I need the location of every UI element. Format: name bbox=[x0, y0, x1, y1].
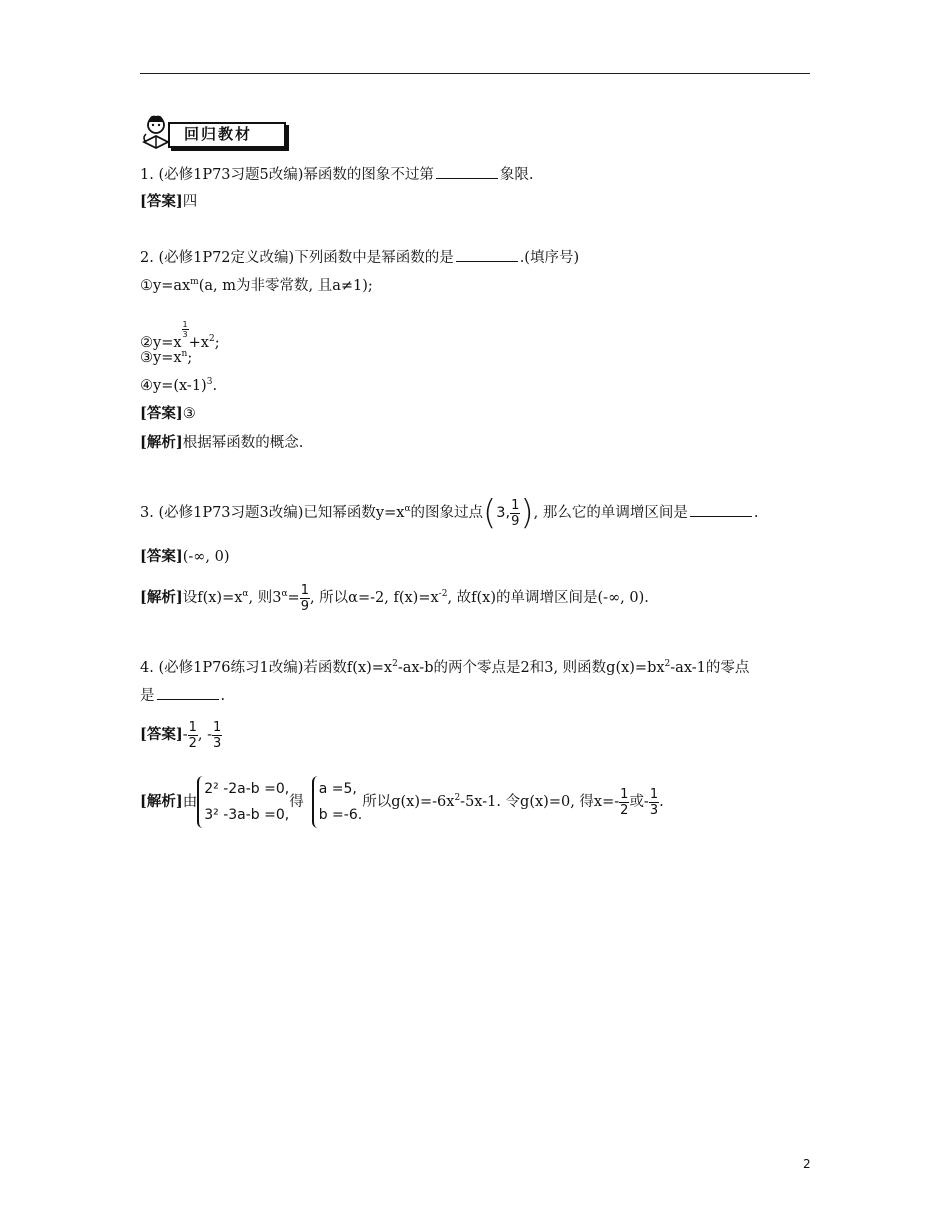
answer-blank bbox=[690, 504, 752, 517]
exponent-fraction: $\frac{1}{3}$ bbox=[182, 320, 188, 339]
analysis-3: [解析]设$f(x)=x^\alpha$, 则$3^\alpha=$ $\frac{1}{9}$ , 所以α=-2, $f(x)=x^{-2}$, 故f(x)的单调增区间是(-∞, 0). bbox=[140, 582, 649, 614]
option-1: $①y=ax^m(a$, m为非零常数, 且a≠1); bbox=[140, 277, 373, 294]
section-banner bbox=[140, 112, 286, 152]
option-3: $③y=x^n$; bbox=[140, 349, 193, 366]
option-4: $④y=(x-1)^3$. bbox=[140, 377, 218, 394]
answer-fraction-1: $\frac{1}{2}$ bbox=[188, 719, 197, 751]
point-fraction: $\frac{1}{9}$ bbox=[511, 497, 520, 529]
question-3: 3. (必修1P73习题3改编)已知幂函数$y=x^\alpha$的图象过点(3, $\frac{1}{9}$ ), 那么它的单调增区间是 . bbox=[140, 493, 759, 533]
header-rule bbox=[140, 73, 810, 74]
answer-3: [答案](-∞, 0) bbox=[140, 548, 230, 565]
option-2: ②y=x $\frac{1}{3}$ $+x^2$; bbox=[140, 320, 220, 351]
analysis-4: [解析]由 2² -2a-b =0, 3² -3a-b =0, 得 a =5, b =-6. 所以$g(x)=-6x^2-5x-1$. 令g(x)=0, 得x=- $\frac{1}{2}$ 或- $\frac{1}{3}$ . bbox=[140, 772, 664, 832]
question-4: 4. (必修1P76练习1改编)若函数$f(x)=x^2-ax-b$的两个零点是2和3, 则函数$g(x)=bx^2-ax-1$的零点 bbox=[140, 659, 750, 676]
equation-system-1: 2² -2a-b =0, 3² -3a-b =0, bbox=[197, 776, 289, 828]
question-1: 1. (必修1P73习题5改编)幂函数的图象不过第 象限. bbox=[140, 167, 534, 183]
analysis-fraction-1: $\frac{1}{2}$ bbox=[620, 786, 629, 818]
question-4-cont: 是 . bbox=[140, 688, 226, 704]
section-title: 回归教材 bbox=[184, 125, 253, 143]
analysis-fraction: $\frac{1}{9}$ bbox=[300, 582, 309, 614]
page-number: 2 bbox=[803, 1157, 811, 1171]
answer-fraction-2: $\frac{1}{3}$ bbox=[213, 719, 222, 751]
equation-system-2: a =5, b =-6. bbox=[312, 776, 362, 828]
answer-blank bbox=[157, 687, 219, 700]
analysis-fraction-2: $\frac{1}{3}$ bbox=[649, 786, 659, 818]
answer-2: [答案]③ bbox=[140, 405, 196, 422]
answer-blank bbox=[436, 166, 498, 179]
answer-blank bbox=[456, 249, 518, 262]
analysis-2: [解析]根据幂函数的概念. bbox=[140, 434, 304, 451]
question-2: 2. (必修1P72定义改编)下列函数中是幂函数的是 .(填序号) bbox=[140, 250, 580, 266]
answer-4: [答案]- $\frac{1}{2}$ , - $\frac{1}{3}$ bbox=[140, 719, 222, 751]
answer-1: [答案]四 bbox=[140, 193, 198, 210]
